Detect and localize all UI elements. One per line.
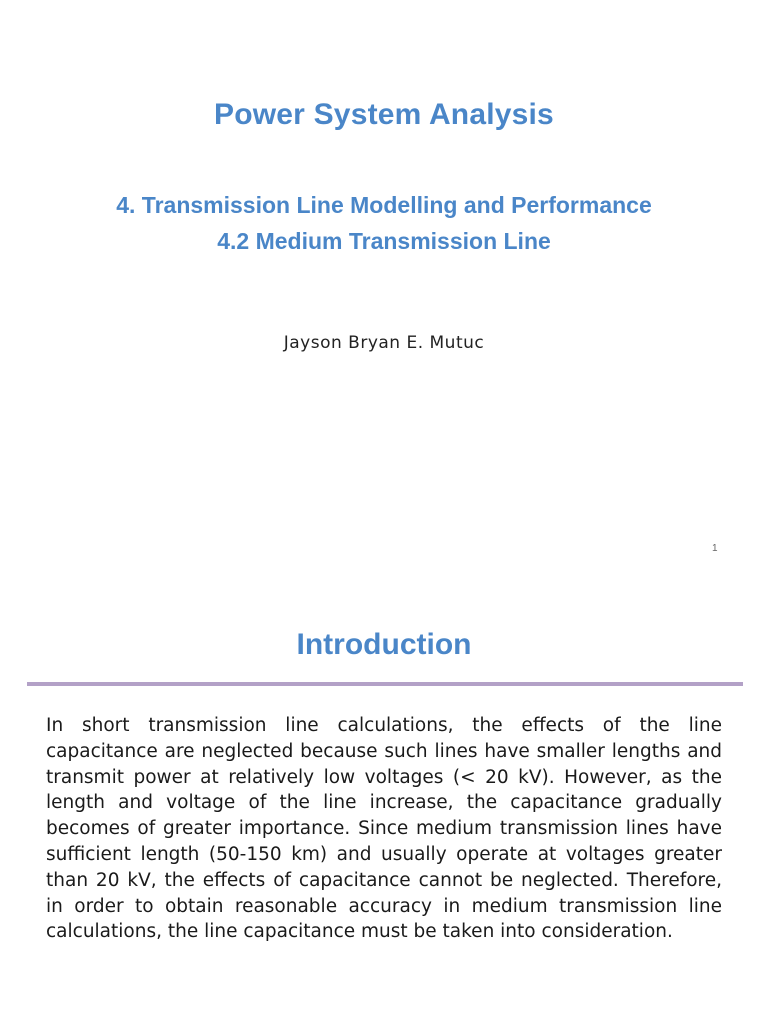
introduction-heading: Introduction	[296, 628, 472, 661]
heading-divider	[27, 682, 743, 686]
page-number: 1	[712, 543, 718, 554]
presentation-title: Power System Analysis	[214, 98, 554, 131]
introduction-slide	[0, 580, 768, 1024]
section-subtitle: 4.2 Medium Transmission Line	[217, 228, 551, 254]
chapter-subtitle: 4. Transmission Line Modelling and Performance	[116, 192, 652, 218]
author-name: Jayson Bryan E. Mutuc	[283, 333, 485, 353]
introduction-paragraph: In short transmission line calculations, the effects of the line capacitance are neglected because such lines have smaller lengths and transmit power at relatively low voltages (< 20 kV). However, as the length and voltage of the line increase, the capacitance gradually becomes of greater importance. Since medium transmission lines have sufficient length (50-150 km) and usually operate at voltages greater than 20 kV, the effects of capacitance cannot be neglected. Therefore, in order to obtain reasonable accuracy in medium transmission line calculations, the line capacitance must be taken into consideration.	[46, 715, 722, 943]
